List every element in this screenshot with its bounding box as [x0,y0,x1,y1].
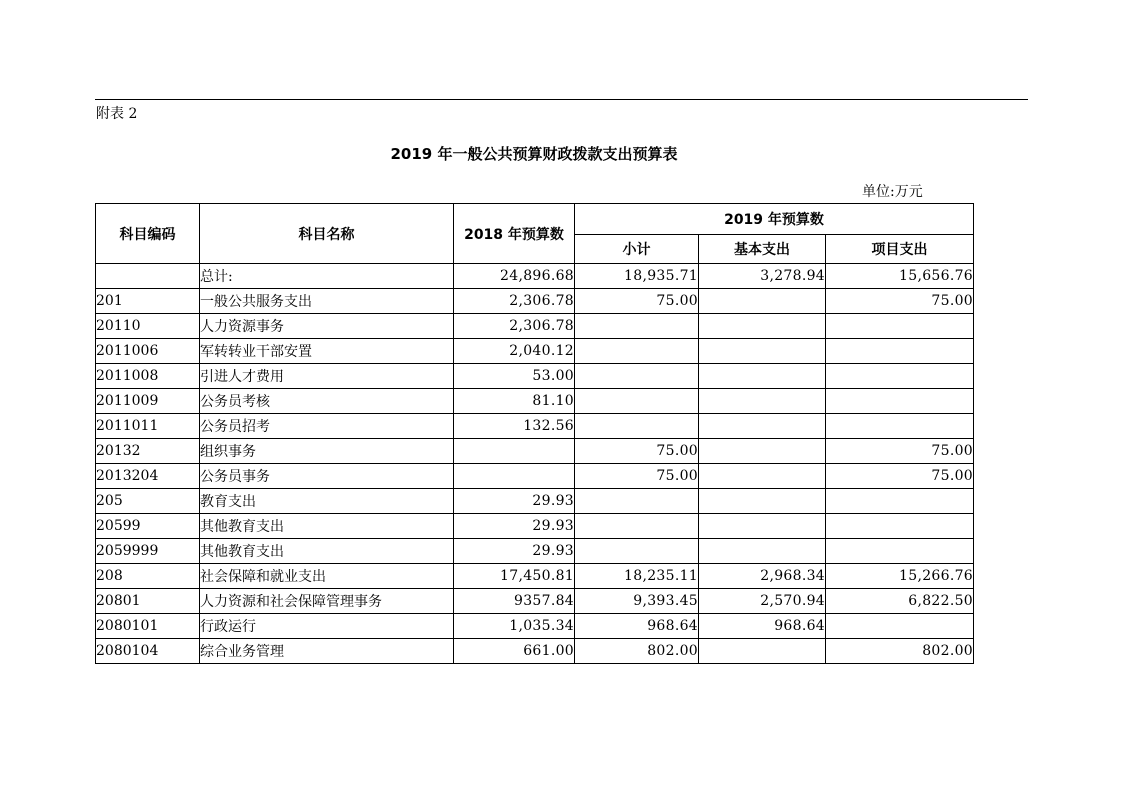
header-subtotal: 小计 [575,235,699,264]
subtotal-2019: 75.00 [575,289,699,314]
project-2019 [826,514,974,539]
subtotal-2019: 75.00 [575,439,699,464]
table-row [96,639,974,664]
header-2018-budget: 2018 年预算数 [454,204,575,264]
basic-2019 [699,414,826,439]
table-row [96,464,974,489]
table-row [96,564,974,589]
subject-code: 20132 [96,439,200,464]
basic-2019: 3,278.94 [699,264,826,289]
table-row [96,289,974,314]
subtotal-2019: 18,235.11 [575,564,699,589]
subject-name: 教育支出 [200,489,454,514]
table-row [96,614,974,639]
budget-table [95,203,974,664]
subtotal-2019 [575,389,699,414]
budget-2018: 661.00 [454,639,575,664]
header-subject-name: 科目名称 [200,204,454,264]
subtotal-2019 [575,339,699,364]
budget-2018: 132.56 [454,414,575,439]
subject-code: 20801 [96,589,200,614]
budget-2018: 2,306.78 [454,314,575,339]
header-2019-budget-group: 2019 年预算数 [575,204,974,235]
subject-code: 2011008 [96,364,200,389]
budget-2018 [454,464,575,489]
subject-name: 公务员事务 [200,464,454,489]
basic-2019 [699,464,826,489]
subject-code: 2080104 [96,639,200,664]
basic-2019 [699,314,826,339]
project-2019 [826,339,974,364]
project-2019: 15,266.76 [826,564,974,589]
budget-2018: 2,040.12 [454,339,575,364]
budget-2018: 17,450.81 [454,564,575,589]
subject-name: 组织事务 [200,439,454,464]
subtotal-2019: 18,935.71 [575,264,699,289]
budget-2018: 29.93 [454,514,575,539]
subtotal-2019 [575,364,699,389]
table-row [96,364,974,389]
basic-2019 [699,639,826,664]
subtotal-2019: 968.64 [575,614,699,639]
table-row [96,589,974,614]
table-row [96,539,974,564]
project-2019 [826,389,974,414]
basic-2019: 968.64 [699,614,826,639]
subject-name: 公务员招考 [200,414,454,439]
subject-name: 其他教育支出 [200,539,454,564]
subject-name: 总计: [200,264,454,289]
table-row [96,339,974,364]
project-2019: 15,656.76 [826,264,974,289]
basic-2019: 2,570.94 [699,589,826,614]
subject-code: 2080101 [96,614,200,639]
subject-name: 人力资源和社会保障管理事务 [200,589,454,614]
budget-2018: 53.00 [454,364,575,389]
page-title: 2019 年一般公共预算财政拨款支出预算表 [390,145,678,163]
project-2019: 75.00 [826,439,974,464]
subject-name: 一般公共服务支出 [200,289,454,314]
project-2019: 802.00 [826,639,974,664]
basic-2019: 2,968.34 [699,564,826,589]
budget-2018: 2,306.78 [454,289,575,314]
basic-2019 [699,514,826,539]
subject-code: 205 [96,489,200,514]
project-2019 [826,539,974,564]
subtotal-2019 [575,414,699,439]
unit-label: 单位:万元 [862,184,923,200]
subject-code: 2011009 [96,389,200,414]
subject-code: 2011006 [96,339,200,364]
project-2019 [826,414,974,439]
top-rule [95,99,1028,100]
subject-name: 社会保障和就业支出 [200,564,454,589]
subject-name: 综合业务管理 [200,639,454,664]
budget-2018: 24,896.68 [454,264,575,289]
subtotal-2019 [575,314,699,339]
subject-code: 20110 [96,314,200,339]
subtotal-2019: 75.00 [575,464,699,489]
budget-2018: 29.93 [454,489,575,514]
subtotal-2019: 802.00 [575,639,699,664]
subject-name: 其他教育支出 [200,514,454,539]
basic-2019 [699,364,826,389]
budget-2018: 1,035.34 [454,614,575,639]
basic-2019 [699,539,826,564]
basic-2019 [699,389,826,414]
project-2019: 75.00 [826,464,974,489]
header-project-expenditure: 项目支出 [826,235,974,264]
subtotal-2019 [575,514,699,539]
subject-code: 2013204 [96,464,200,489]
subject-code: 2059999 [96,539,200,564]
budget-2018: 81.10 [454,389,575,414]
table-row [96,414,974,439]
project-2019 [826,364,974,389]
header-basic-expenditure: 基本支出 [699,235,826,264]
subject-code: 2011011 [96,414,200,439]
subject-code [96,264,200,289]
subtotal-2019 [575,539,699,564]
annex-label: 附表 2 [96,106,138,122]
subject-name: 行政运行 [200,614,454,639]
basic-2019 [699,339,826,364]
subject-name: 引进人才费用 [200,364,454,389]
subtotal-2019 [575,489,699,514]
table-row [96,514,974,539]
header-subject-code: 科目编码 [96,204,200,264]
subject-code: 201 [96,289,200,314]
subject-name: 军转转业干部安置 [200,339,454,364]
budget-2018: 29.93 [454,539,575,564]
project-2019 [826,614,974,639]
subtotal-2019: 9,393.45 [575,589,699,614]
table-row [96,264,974,289]
project-2019: 6,822.50 [826,589,974,614]
project-2019 [826,489,974,514]
basic-2019 [699,439,826,464]
subject-name: 人力资源事务 [200,314,454,339]
basic-2019 [699,489,826,514]
table-row [96,389,974,414]
subject-code: 20599 [96,514,200,539]
table-row [96,439,974,464]
budget-2018 [454,439,575,464]
table-row [96,489,974,514]
subject-code: 208 [96,564,200,589]
budget-2018: 9357.84 [454,589,575,614]
project-2019: 75.00 [826,289,974,314]
table-row [96,314,974,339]
basic-2019 [699,289,826,314]
project-2019 [826,314,974,339]
subject-name: 公务员考核 [200,389,454,414]
